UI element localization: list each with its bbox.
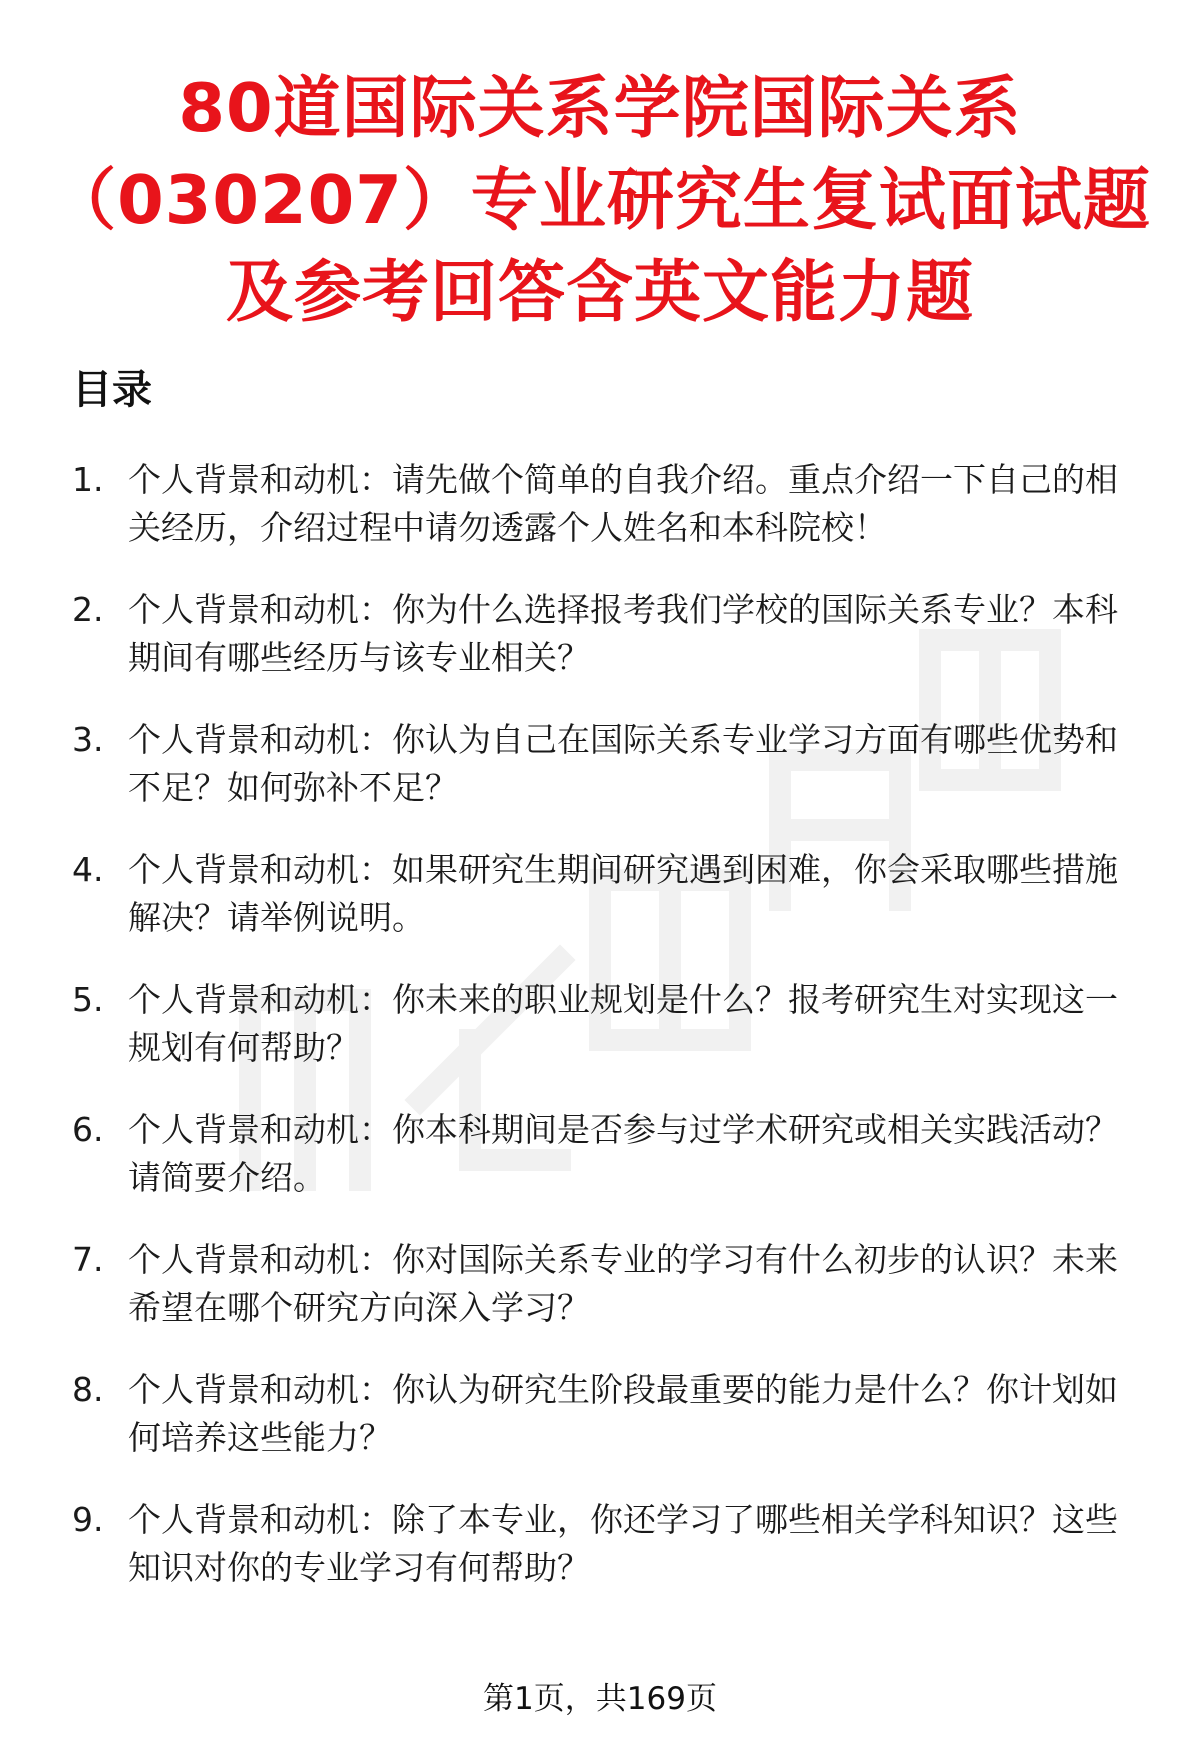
toc-item-number: 7. [72, 1240, 104, 1279]
toc-item [72, 716, 1142, 812]
toc-item [72, 1236, 1142, 1332]
toc-item-number: 5. [72, 980, 104, 1019]
document-title [0, 62, 1200, 338]
toc-item-number: 1. [72, 460, 104, 499]
toc-item-text: 个人背景和动机：如果研究生期间研究遇到困难，你会采取哪些措施解决？请举例说明。 [128, 850, 1118, 937]
toc-item-number: 6. [72, 1110, 104, 1149]
toc-item-text: 个人背景和动机：除了本专业，你还学习了哪些相关学科知识？这些知识对你的专业学习有何帮助？ [128, 1500, 1118, 1587]
toc-item-text: 个人背景和动机：你认为研究生阶段最重要的能力是什么？你计划如何培养这些能力？ [128, 1370, 1118, 1457]
toc-item-number: 3. [72, 720, 104, 759]
toc-item [72, 1366, 1142, 1462]
toc-item-number: 8. [72, 1370, 104, 1409]
toc-item-text: 个人背景和动机：你未来的职业规划是什么？报考研究生对实现这一规划有何帮助？ [128, 980, 1118, 1067]
toc-item-text: 个人背景和动机：请先做个简单的自我介绍。重点介绍一下自己的相关经历，介绍过程中请勿透露个人姓名和本科院校！ [128, 460, 1118, 547]
toc-item [72, 456, 1142, 552]
toc-item-text: 个人背景和动机：你对国际关系专业的学习有什么初步的认识？未来希望在哪个研究方向深入学习？ [128, 1240, 1118, 1327]
toc-item-number: 2. [72, 590, 104, 629]
toc-item [72, 1496, 1142, 1592]
toc-item [72, 1106, 1142, 1202]
toc-item-text: 个人背景和动机：你为什么选择报考我们学校的国际关系专业？本科期间有哪些经历与该专业相关？ [128, 590, 1118, 677]
toc-item [72, 976, 1142, 1072]
toc-item-text: 个人背景和动机：你本科期间是否参与过学术研究或相关实践活动？请简要介绍。 [128, 1110, 1118, 1197]
toc-item-number: 9. [72, 1500, 104, 1539]
toc-list [72, 456, 1142, 1626]
toc-heading: 目录 [72, 367, 152, 413]
toc-item-text: 个人背景和动机：你认为自己在国际关系专业学习方面有哪些优势和不足？如何弥补不足？ [128, 720, 1118, 807]
toc-item [72, 586, 1142, 682]
page-footer: 第1页，共169页 [483, 1681, 717, 1717]
title-line-3: 及参考回答含英文能力题 [226, 253, 974, 331]
title-line-2: （030207）专业研究生复试面试题 [49, 161, 1151, 239]
toc-item-number: 4. [72, 850, 104, 889]
toc-item [72, 846, 1142, 942]
title-line-1: 80道国际关系学院国际关系 [178, 69, 1022, 147]
